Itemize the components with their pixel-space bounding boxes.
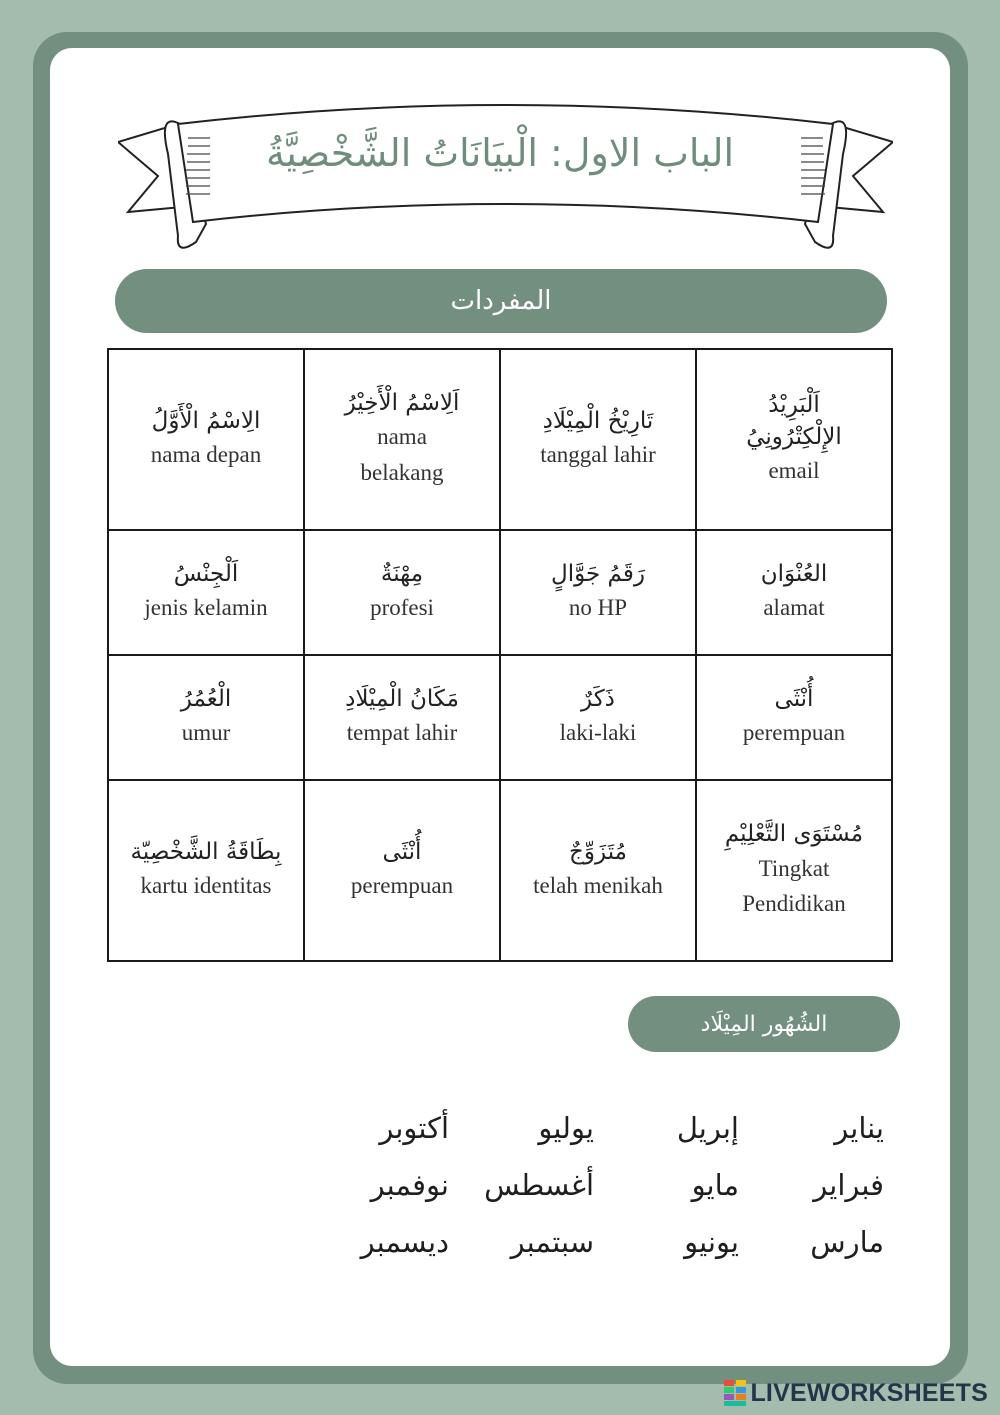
indonesian-term: jenis kelamin (144, 595, 268, 621)
month-item: نوفمبر (370, 1168, 449, 1202)
indonesian-term: tanggal lahir (540, 442, 656, 468)
arabic-term: مُتَزَوِّجٌ (569, 839, 627, 866)
vocab-cell (108, 655, 304, 780)
month-item: فبراير (813, 1168, 884, 1202)
indonesian-term: kartu identitas (140, 873, 272, 899)
month-item: مارس (810, 1225, 884, 1259)
arabic-term: مُسْتَوَى التَّعْلِيْمِ (724, 821, 864, 848)
vocab-cell (108, 530, 304, 655)
month-item: يناير (834, 1111, 884, 1145)
month-item: مايو (691, 1168, 739, 1202)
arabic-term: أُنْثَى (774, 686, 814, 713)
month-item: ديسمبر (360, 1225, 449, 1259)
indonesian-term: nama depan (150, 442, 262, 468)
indonesian-term: umur (181, 720, 231, 746)
vocab-cell (304, 530, 500, 655)
month-item: أغسطس (484, 1168, 594, 1202)
arabic-term: ذَكَرٌ (581, 686, 615, 713)
vocab-cell (500, 349, 696, 530)
indonesian-term: tempat lahir (346, 720, 458, 746)
month-item: سبتمبر (510, 1225, 594, 1259)
indonesian-term: alamat (763, 595, 825, 621)
page-title: الباب الاول: الْبيَانَاتُ الشَّخْصِيَّةُ (265, 131, 735, 175)
vocabulary-heading: المفردات (115, 269, 887, 333)
vocab-cell (108, 349, 304, 530)
vocab-cell (696, 655, 892, 780)
indonesian-term: nama belakang (360, 424, 444, 485)
vocab-cell (108, 780, 304, 961)
arabic-term: اَلْجِنْسُ (173, 560, 239, 587)
vocab-cell (500, 655, 696, 780)
arabic-term: الِاسْمُ الْأَوَّلُ (151, 407, 261, 434)
vocab-cell (500, 780, 696, 961)
vocab-cell (696, 780, 892, 961)
months-list (318, 1100, 898, 1271)
arabic-term: اَلِاسْمُ الْأَخِيْرُ (344, 390, 460, 417)
vocabulary-table (107, 348, 893, 962)
arabic-term: اَلْبَرِيْدُ الإِلْكِتْرُونِيُ (746, 392, 842, 450)
arabic-term: الْعُمُرُ (180, 686, 232, 713)
vocab-cell (304, 780, 500, 961)
liveworksheets-watermark[interactable] (724, 1377, 988, 1409)
vocab-cell (304, 655, 500, 780)
indonesian-term: telah menikah (533, 873, 663, 899)
arabic-term: بِطَاقَةُ الشَّخْصِيّة (130, 839, 282, 866)
month-item: إبريل (676, 1111, 739, 1145)
arabic-term: رَقَمُ جَوَّالٍ (551, 560, 645, 587)
arabic-term: مِهْنَةٌ (380, 560, 424, 587)
indonesian-term: email (768, 457, 820, 483)
arabic-term: مَكَانُ الْمِيْلَادِ (345, 686, 459, 713)
arabic-term: أُنْثَى (382, 839, 422, 866)
table-row (108, 530, 892, 655)
table-row (108, 349, 892, 530)
vocab-cell (304, 349, 500, 530)
month-item: يونيو (684, 1225, 739, 1259)
indonesian-term: profesi (370, 595, 434, 621)
vocab-cell (696, 530, 892, 655)
vocab-cell (696, 349, 892, 530)
indonesian-term: Tingkat Pendidikan (742, 855, 846, 917)
months-heading: الشُهُور المِيْلَاد (628, 996, 900, 1052)
liveworksheets-logo-icon (724, 1380, 746, 1406)
indonesian-term: no HP (568, 595, 628, 621)
table-row (108, 780, 892, 961)
indonesian-term: perempuan (350, 873, 454, 899)
indonesian-term: perempuan (742, 720, 846, 746)
watermark-text: LIVEWORKSHEETS (750, 1378, 988, 1407)
table-row (108, 655, 892, 780)
vocab-cell (500, 530, 696, 655)
month-item: يوليو (538, 1111, 594, 1145)
indonesian-term: laki-laki (559, 720, 637, 746)
arabic-term: العُنْوَان (760, 560, 828, 587)
month-item: أكتوبر (379, 1111, 449, 1145)
arabic-term: تَارِيْخُ الْمِيْلَادِ (542, 407, 654, 434)
